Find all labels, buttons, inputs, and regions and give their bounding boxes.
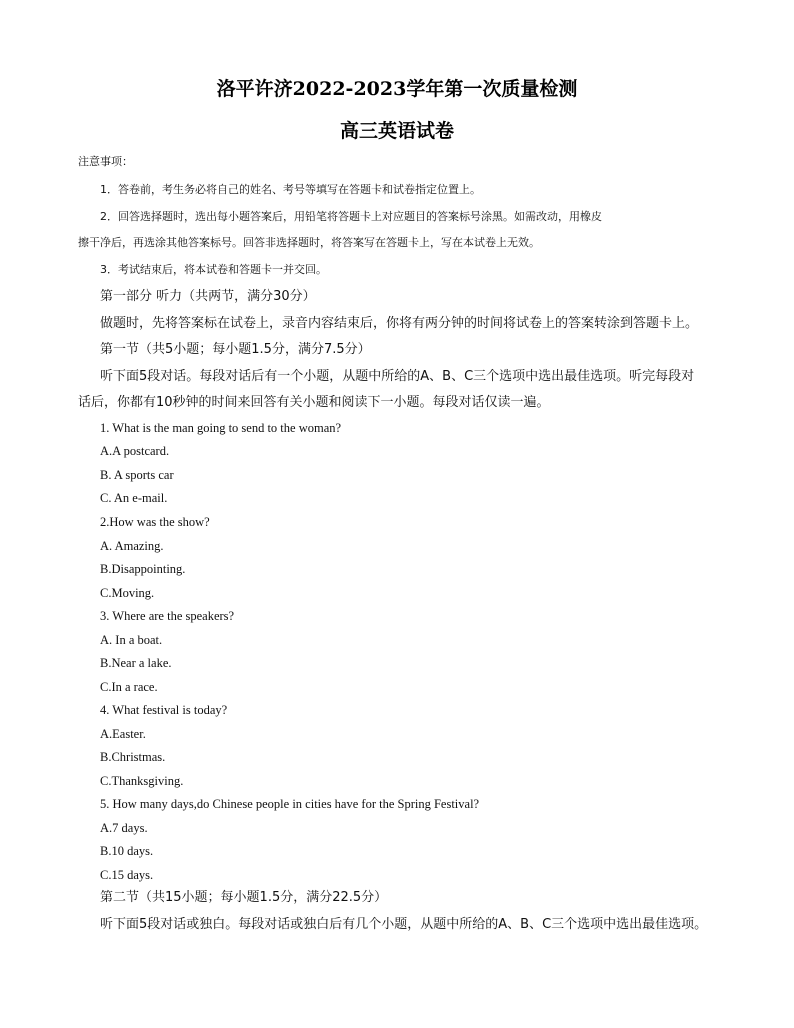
question-3: 3. Where are the speakers? [100,609,235,623]
option-4b: B.Christmas. [100,750,166,764]
option-2a: A. Amazing. [100,539,164,553]
section2-instruction: 听下面5段对话或独白。每段对话或独白后有几个小题，从题中所给的A、B、C三个选项中选出最佳选项。 [100,917,708,932]
option-4c: C.Thanksgiving. [100,774,184,788]
option-1b: B. A sports car [100,468,174,482]
notes-heading: 注意事项： [78,155,133,168]
option-5c: C.15 days. [100,868,154,882]
part1-instruction: 做题时，先将答案标在试卷上，录音内容结束后，你将有两分钟的时间将试卷上的答案转涂到答题卡上。 [100,316,699,331]
note-2-line-1: 2．回答选择题时，选出每小题答案后，用铅笔将答题卡上对应题目的答案标号涂黑。如需改动，用橡皮 [100,210,602,223]
exam-subtitle: 高三英语试卷 [339,120,454,142]
option-5a: A.7 days. [100,821,148,835]
exam-title: 洛平许济2022-2023学年第一次质量检测 [216,78,578,100]
option-4a: A.Easter. [100,727,146,741]
option-2b: B.Disappointing. [100,562,186,576]
option-3a: A. In a boat. [100,633,163,647]
option-5b: B.10 days. [100,844,154,858]
section1-heading: 第一节（共5小题；每小题1.5分，满分7.5分） [100,342,371,357]
section1-instruction-line-1: 听下面5段对话。每段对话后有一个小题，从题中所给的A、B、C三个选项中选出最佳选项。听完每段对 [100,369,695,384]
note-2-line-2: 擦干净后，再选涂其他答案标号。回答非选择题时，将答案写在答题卡上，写在本试卷上无效。 [78,236,540,249]
option-3b: B.Near a lake. [100,656,172,670]
part1-heading: 第一部分 听力（共两节，满分30分） [100,289,316,304]
option-1c: C. An e-mail. [100,491,168,505]
note-1: 1．答卷前，考生务必将自己的姓名、考号等填写在答题卡和试卷指定位置上。 [100,183,481,196]
section1-instruction-line-2: 话后，你都有10秒钟的时间来回答有关小题和阅读下一小题。每段对话仅读一遍。 [78,395,550,410]
option-3c: C.In a race. [100,680,158,694]
option-2c: C.Moving. [100,586,155,600]
question-2: 2.How was the show? [100,515,210,529]
section2-heading: 第二节（共15小题；每小题1.5分，满分22.5分） [100,890,388,905]
option-1a: A.A postcard. [100,444,170,458]
note-3: 3．考试结束后，将本试卷和答题卡一并交回。 [100,263,327,276]
question-4: 4. What festival is today? [100,703,228,717]
question-5: 5. How many days,do Chinese people in cities have for the Spring Festival? [100,797,480,811]
question-1: 1. What is the man going to send to the woman? [100,421,342,435]
